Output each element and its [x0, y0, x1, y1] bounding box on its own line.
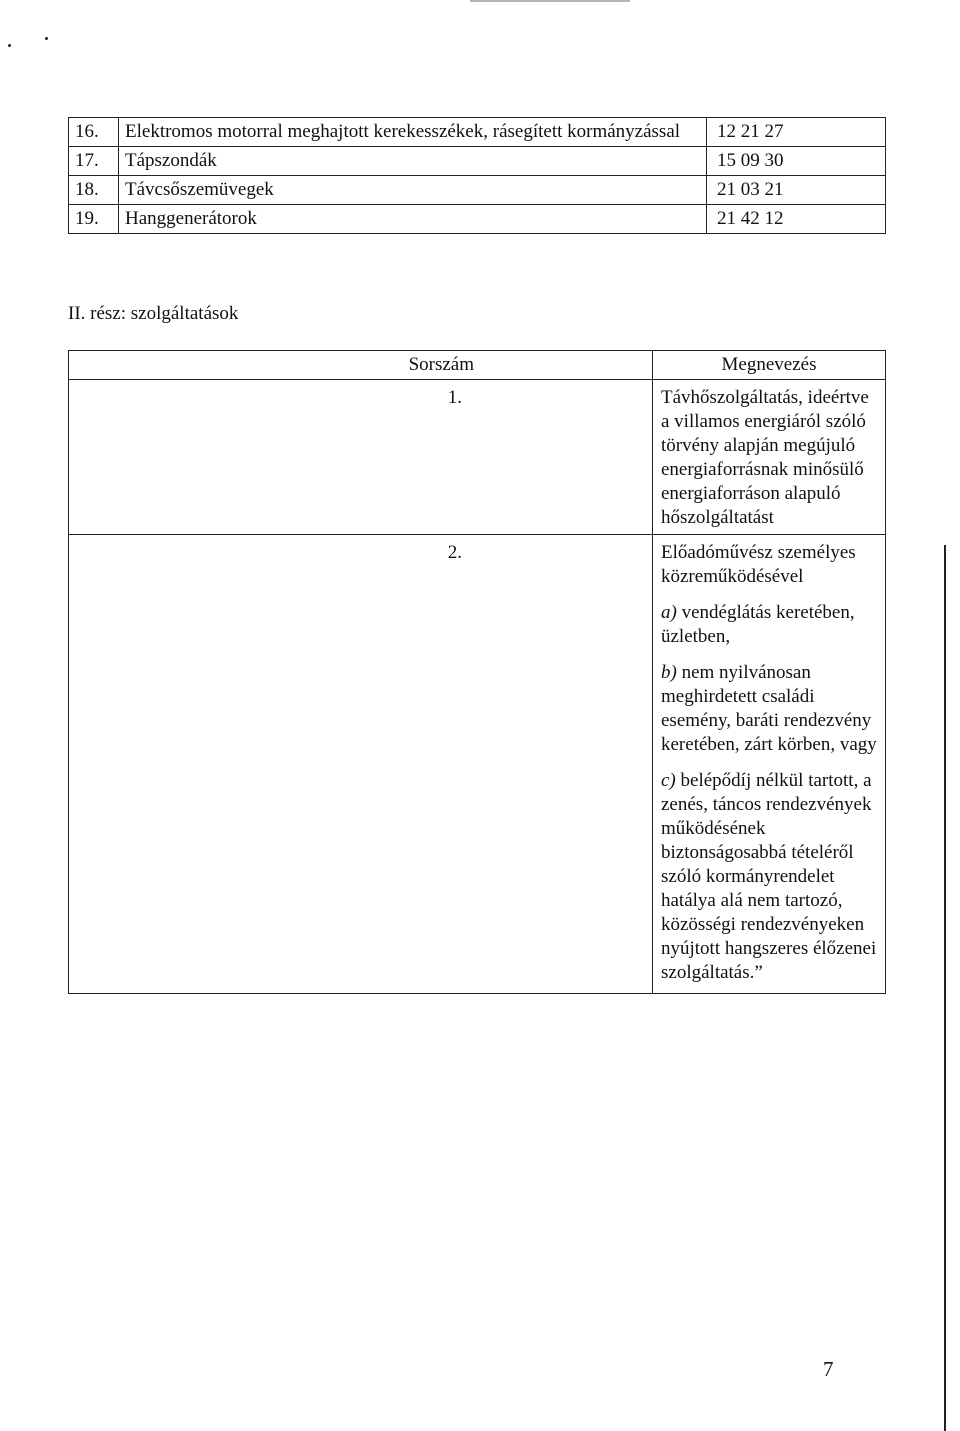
- row-code: 12 21 27: [707, 118, 886, 147]
- services-table: [68, 350, 886, 994]
- column-header-number: Sorszám: [69, 351, 653, 380]
- table-row: [69, 535, 886, 994]
- item-text: nem nyilvánosan meghirdetett családi esemény, baráti rendezvény keretében, zárt körben, vagy: [661, 662, 877, 755]
- item-letter: a): [661, 602, 677, 623]
- item-letter: c): [661, 770, 676, 791]
- item-text: vendéglátás keretében, üzletben,: [661, 602, 855, 647]
- scan-speck: [8, 44, 11, 47]
- item-text: belépődíj nélkül tartott, a zenés, táncos rendezvények működésének biztonságosabbá tételéről szóló kormányrendelet hatálya alá nem tartozó, közösségi rendezvényeken nyújtott hangszeres élőzenei szolgáltatás.”: [661, 770, 877, 983]
- page-number: 7: [823, 1357, 834, 1381]
- row-code: 15 09 30: [707, 147, 886, 176]
- row-number: 16.: [69, 118, 119, 147]
- row-name: Hanggenerátorok: [119, 205, 707, 234]
- row-description: Távhőszolgáltatás, ideértve a villamos energiáról szóló törvény alapján megújuló energiaforrásnak minősülő energiaforráson alapuló hőszolgáltatást: [653, 380, 886, 535]
- description-item-a: [661, 601, 877, 649]
- table-header-row: [69, 351, 886, 380]
- row-name: Távcsőszemüvegek: [119, 176, 707, 205]
- scan-edge-line: [944, 545, 946, 1431]
- table-row: [69, 205, 886, 234]
- description-item-b: [661, 661, 877, 757]
- row-number: 19.: [69, 205, 119, 234]
- row-number: 18.: [69, 176, 119, 205]
- row-number: 17.: [69, 147, 119, 176]
- table-row: [69, 118, 886, 147]
- row-number: 2.: [69, 535, 653, 994]
- description-item-c: [661, 769, 877, 985]
- row-code: 21 42 12: [707, 205, 886, 234]
- table-row: [69, 380, 886, 535]
- scan-line: [470, 0, 630, 2]
- scan-speck: [45, 37, 48, 40]
- table-row: [69, 147, 886, 176]
- row-name: Tápszondák: [119, 147, 707, 176]
- table-row: [69, 176, 886, 205]
- description-intro: Előadóművész személyes közreműködésével: [661, 542, 856, 587]
- row-description: [653, 535, 886, 994]
- item-letter: b): [661, 662, 677, 683]
- row-number: 1.: [69, 380, 653, 535]
- row-code: 21 03 21: [707, 176, 886, 205]
- section-title: II. rész: szolgáltatások: [68, 303, 239, 324]
- products-table: [68, 117, 886, 234]
- row-name: Elektromos motorral meghajtott kerekesszékek, rásegített kormányzással: [119, 118, 707, 147]
- column-header-name: Megnevezés: [653, 351, 886, 380]
